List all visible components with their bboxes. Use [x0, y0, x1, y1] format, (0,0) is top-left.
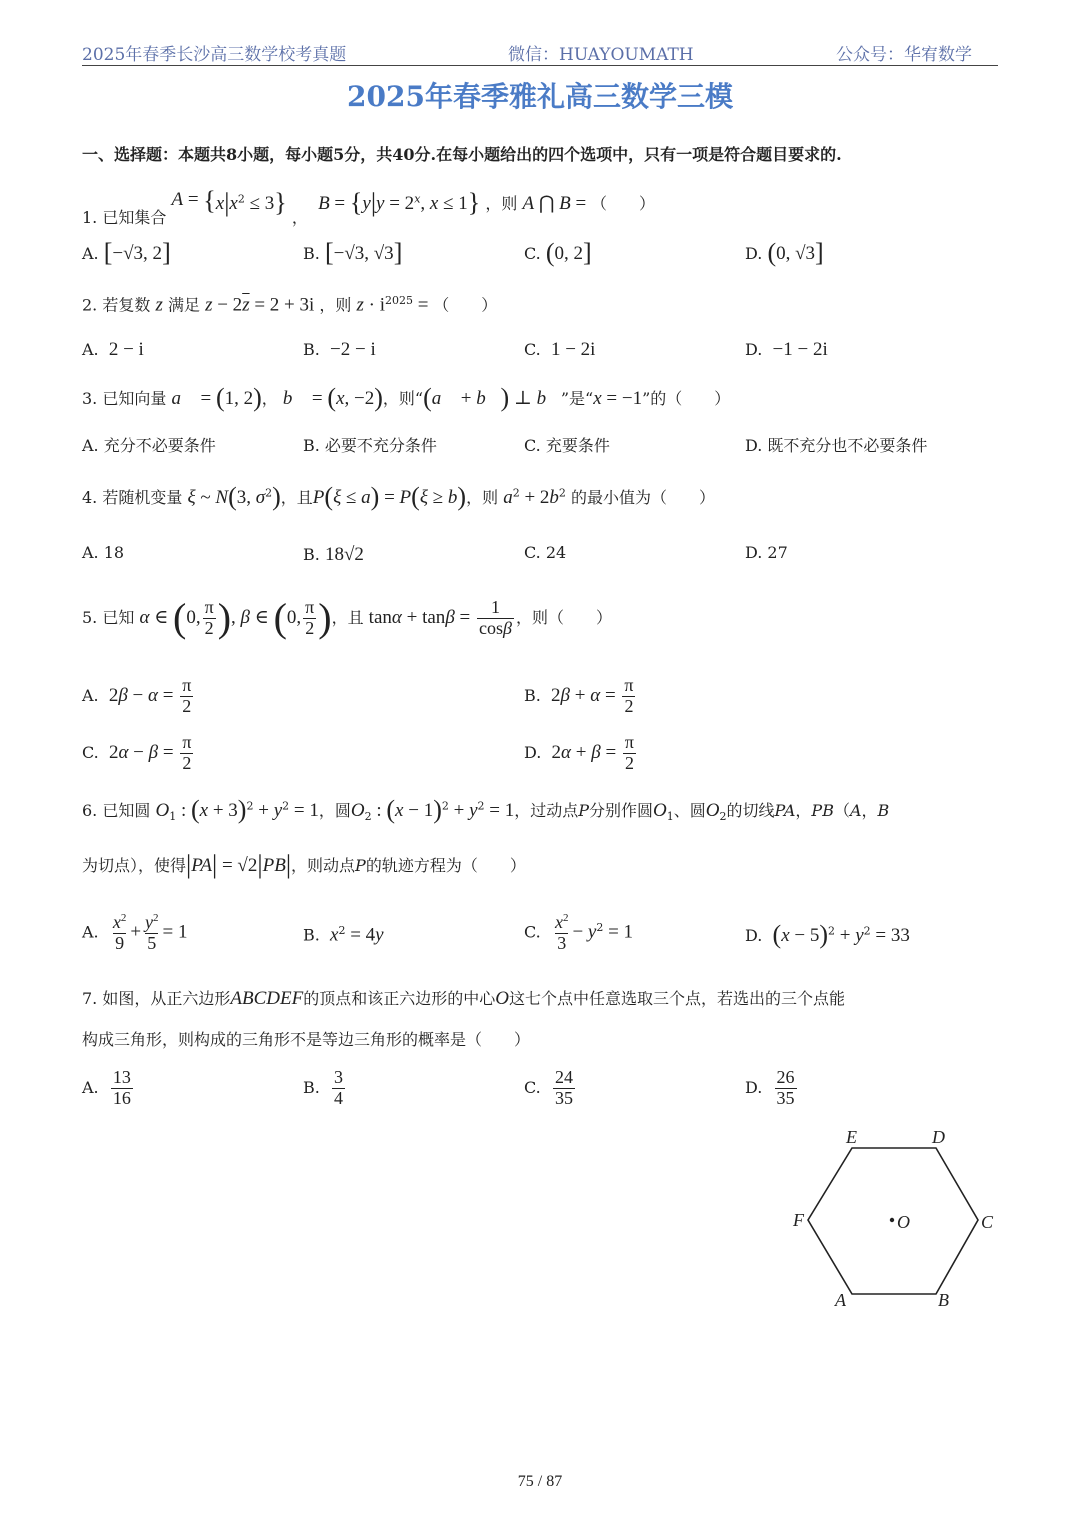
label-b: B — [938, 1290, 949, 1310]
hexagon-figure — [780, 1122, 1010, 1318]
q5-option-c: C. 2α − β = $\frac{\pi}{2}$ — [82, 732, 192, 773]
q7-option-b: B. $\frac{3}{4}$ — [303, 1067, 344, 1108]
q1-stem-b: ，则 — [485, 194, 518, 213]
q3-option-c: C. 充要条件 — [524, 436, 610, 455]
q7-option-d: D. $\frac{26}{35}$ — [745, 1067, 795, 1108]
question-1: 1. 已知集合 $A = \{x|x^2 \le 3\}$ ， $B = \{y|y = 2^x$, x ≤ 1} ，则 A ⋂ B = （ ） — [82, 186, 656, 227]
q4-option-d: D. 27 — [745, 543, 788, 562]
q1-option-a: A. [−√3, 2] — [82, 238, 171, 267]
label-c: C — [981, 1212, 994, 1232]
center-point — [890, 1218, 894, 1222]
q1-blank: （ ） — [591, 194, 656, 213]
question-6: 6. 已知圆 $O_1$ : $(x + 3)^2 + y^2 = 1$，圆$O_2$ : $(x - 1)^2 + y^2 = 1$，过动点P分别作圆$O_1$、圆$O_2$的切线PA，PB（A，B — [82, 795, 890, 824]
q7-option-c: C. $\frac{24}{35}$ — [524, 1067, 573, 1108]
question-6-line2: 为切点），使得|PA| = √2|PB|，则动点P的轨迹方程为（ ） — [82, 850, 526, 879]
label-d: D — [932, 1127, 945, 1147]
header-rule — [82, 65, 998, 66]
q6-option-d: D. $(x - 5)^2 + y^2 = 33$ — [745, 920, 910, 949]
q1-set-a: A — [171, 189, 184, 210]
header-left: 2025年春季长沙高三数学校考真题 — [82, 45, 347, 65]
page-title: 2025年春季雅礼高三数学三模 — [347, 80, 733, 113]
header-right: 公众号：华宥数学 — [836, 45, 972, 65]
q3-option-a: A. 充分不必要条件 — [82, 436, 216, 455]
q6-option-c: C. $\frac{x^2}{3}$ − $y^2 = 1$ — [524, 912, 634, 953]
q5-option-b: B. 2β + α = $\frac{\pi}{2}$ — [524, 675, 634, 716]
q4-option-a: A. 18 — [82, 543, 125, 562]
q1-option-c: C. (0, 2] — [524, 238, 592, 267]
q2-option-d: D. −1 − 2i — [745, 339, 828, 360]
q5-option-a: A. 2β − α = $\frac{\pi}{2}$ — [82, 675, 192, 716]
question-5: 5. 已知 α ∈ (0, $\frac{\pi}{2}$ ), β ∈ (0, $\frac{\pi}{2}$ )，且 tanα + tanβ = $\frac{1}{\cos\beta}$ ，则（ ） — [82, 595, 612, 640]
q6-option-a: A. $\frac{x^2}{9}$ + $\frac{y^2}{5}$ = 1 — [82, 912, 188, 953]
question-7-line2: 构成三角形，则构成的三角形不是等边三角形的概率是（ ） — [82, 1030, 531, 1049]
q7-option-a: A. $\frac{13}{16}$ — [82, 1067, 131, 1108]
q2-option-c: C. 1 − 2i — [524, 339, 596, 360]
label-e: E — [846, 1127, 857, 1147]
label-a: A — [835, 1290, 846, 1310]
question-2: 2. 若复数 z 满足 $z - 2\overline{z} = 2 + 3i$ ，则 $z \cdot i^{2025}$ = （ ） — [82, 294, 498, 316]
q3-option-b: B. 必要不充分条件 — [303, 436, 437, 455]
q1-set-b: B — [318, 193, 330, 214]
label-f: F — [793, 1210, 804, 1230]
question-3: 3. 已知向量 a⃗ = (1, 2)， b⃗ = (x, −2)，则“(a⃗ + b⃗) ⊥ b⃗”是“x = −1”的（ ） — [82, 383, 731, 412]
page-number: 75 / 87 — [517, 1473, 563, 1490]
label-o: O — [897, 1212, 910, 1232]
question-4: 4. 若随机变量 ξ ~ N(3, $\sigma^2$)，且P(ξ ≤ a) = P(ξ ≥ b)，则 $a^2 + 2b^2$ 的最小值为（ ） — [82, 482, 716, 511]
q2-option-b: B. −2 − i — [303, 339, 376, 360]
q4-option-b: B. 18√2 — [303, 544, 364, 565]
header-center: 微信：HUAYOUMATH — [508, 45, 694, 65]
q4-option-c: C. 24 — [524, 543, 567, 562]
q1-option-d: D. (0, √3] — [745, 238, 824, 267]
q1-option-b: B. [−√3, √3] — [303, 238, 403, 267]
q6-option-b: B. $x^2 = 4y$ — [303, 924, 384, 946]
q1-stem: 1. 已知集合 — [82, 208, 167, 227]
q3-option-d: D. 既不充分也不必要条件 — [745, 436, 928, 455]
section-heading: 一、选择题：本题共8小题，每小题5分，共40分.在每小题给出的四个选项中，只有一项是符合题目要求的. — [82, 145, 842, 164]
question-7: 7. 如图，从正六边形ABCDEF的顶点和该正六边形的中心O这七个点中任意选取三个点，若选出的三个点能 — [82, 988, 845, 1009]
q5-option-d: D. 2α + β = $\frac{\pi}{2}$ — [524, 732, 634, 773]
q2-option-a: A. 2 − i — [82, 339, 144, 360]
